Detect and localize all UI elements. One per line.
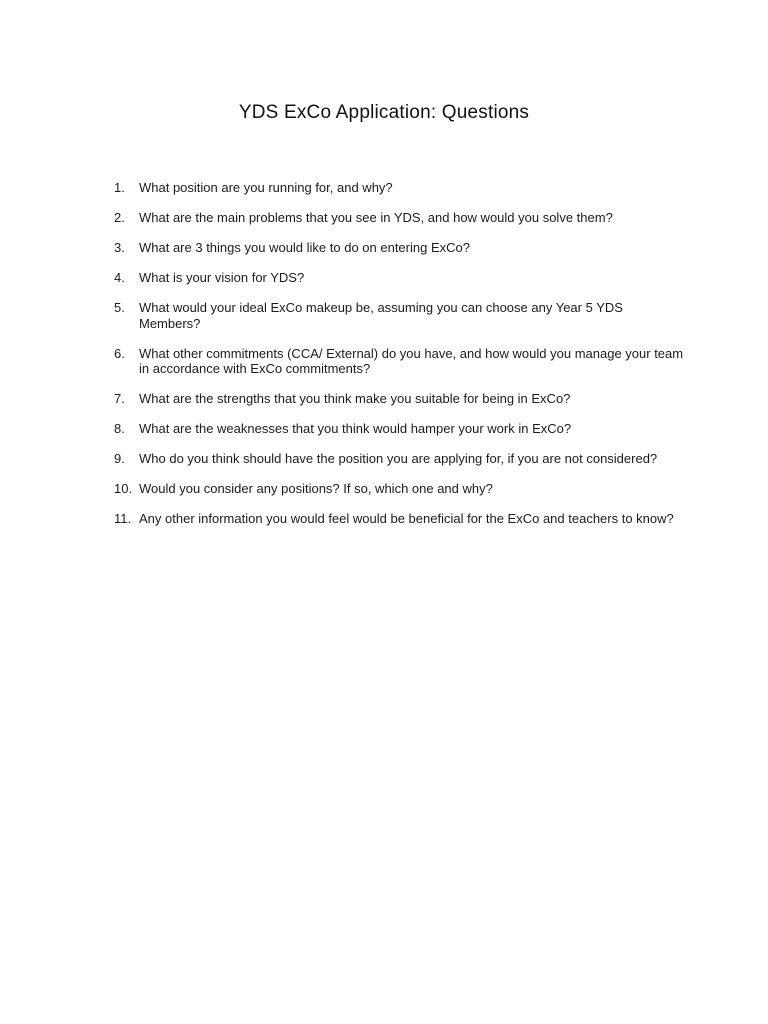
question-number: 3. xyxy=(114,240,125,255)
question-text: What is your vision for YDS? xyxy=(139,270,305,285)
question-text: Who do you think should have the position you are applying for, if you are not considered? xyxy=(139,451,658,466)
question-text: What other commitments (CCA/ External) do you have, and how would you manage your team in accordance with ExCo commitments? xyxy=(139,345,684,376)
question-number: 4. xyxy=(114,270,125,285)
question-text: What are the weaknesses that you think would hamper your work in ExCo? xyxy=(139,421,572,436)
question-text: What are 3 things you would like to do on entering ExCo? xyxy=(139,240,470,255)
page-title: YDS ExCo Application: Questions xyxy=(238,102,530,123)
list-item xyxy=(114,391,684,407)
question-number: 2. xyxy=(114,210,125,225)
question-number: 1. xyxy=(114,180,125,195)
list-item xyxy=(114,180,684,196)
question-number: 7. xyxy=(114,391,125,406)
question-number: 8. xyxy=(114,421,125,436)
question-number: 6. xyxy=(114,345,125,361)
question-text: What would your ideal ExCo makeup be, assuming you can choose any Year 5 YDS Members? xyxy=(139,300,623,331)
list-item xyxy=(114,511,684,527)
list-item xyxy=(114,210,684,226)
question-number: 10. xyxy=(114,481,133,496)
question-number: 9. xyxy=(114,451,125,466)
question-number: 11. xyxy=(114,511,132,526)
list-item xyxy=(114,421,684,437)
list-item xyxy=(114,451,684,467)
list-item xyxy=(114,346,684,377)
question-text: What are the main problems that you see in YDS, and how would you solve them? xyxy=(139,210,613,225)
list-item xyxy=(114,270,684,286)
list-item xyxy=(114,240,684,256)
question-text: What position are you running for, and why? xyxy=(139,180,393,195)
question-text: What are the strengths that you think make you suitable for being in ExCo? xyxy=(139,391,571,406)
question-number: 5. xyxy=(114,300,125,315)
question-text: Would you consider any positions? If so, which one and why? xyxy=(139,481,493,496)
question-list xyxy=(114,180,684,541)
question-text: Any other information you would feel would be beneficial for the ExCo and teachers to know? xyxy=(139,511,674,526)
list-item xyxy=(114,481,684,497)
list-item xyxy=(114,300,684,331)
